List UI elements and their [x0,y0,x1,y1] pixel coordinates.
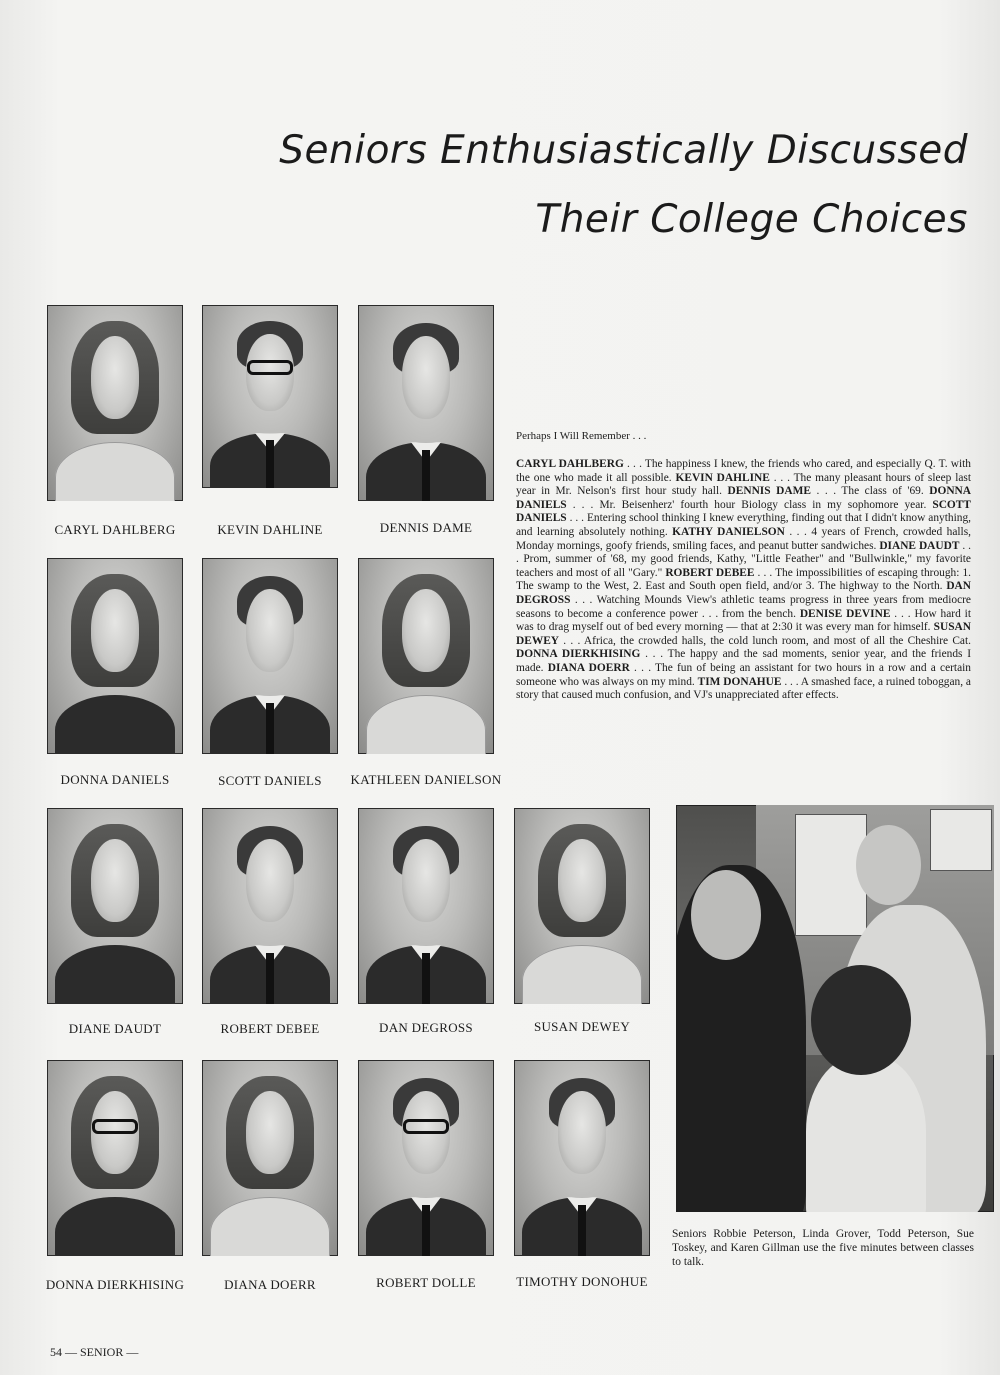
portrait-detail [55,442,175,501]
portrait-detail [246,589,295,671]
remembrance-text: . . . A smashed face, a ruined toboggan, a story that caused much confusion, and VJ's unappreciated after effects. [516,675,971,702]
portrait-detail [246,839,295,921]
remembrance-name: DIANE DAUDT [879,539,960,552]
senior-portrait [358,808,494,1004]
remembrance-text: . . . The impossibilities of escaping through: 1. The swamp to the West, 2. East and South open field, and/or 3. The highway to the North. [516,566,972,593]
senior-portrait [514,808,650,1004]
remembrance-text: . . . The fun of being an assistant for two hours in a row and a certain someone who was always on my mind. [516,661,971,688]
remember-heading: Perhaps I Will Remember . . . [516,430,647,442]
senior-name: DAN DEGROSS [379,1020,473,1035]
senior-name: ROBERT DEBEE [220,1021,320,1036]
senior-name: CARYL DAHLBERG [54,522,176,537]
portrait-detail [422,450,430,501]
portrait-detail [246,1091,295,1173]
remembrance-name: SCOTT DANIELS [516,498,971,525]
page-folio: 54 — SENIOR — [50,1345,139,1359]
senior-name: SCOTT DANIELS [218,773,322,788]
poster [931,810,991,870]
senior-name: ROBERT DOLLE [376,1275,476,1290]
senior-portrait [202,1060,338,1256]
remembrance-text: . . . The many pleasant hours of sleep last year in Mr. Nelson's first hour study hall. [516,471,972,498]
senior-name: SUSAN DEWEY [533,1019,631,1034]
portrait-detail [402,839,451,921]
remembrance-text: . . . The happiness I knew, the friends who cared, and especially Q. T. with the one who made it all possible. [516,458,971,484]
portrait-detail [558,839,607,921]
remembrance-name: DONNA DANIELS [516,485,971,511]
remembrance-text: . . . Mr. Beisenherz' fourth hour Biology class in my sophomore year. [566,498,933,511]
remembrances-paragraph [516,458,971,703]
candid-photo [676,805,994,1212]
page-title-line-1: Seniors Enthusiastically Discussed [279,128,968,173]
remembrance-text: . . . The happy and the sad moments, senior year, and the friends I made. [516,648,971,674]
portrait-detail [366,695,486,754]
portrait-detail [91,589,140,671]
poster [796,815,866,935]
remembrance-name: DAN DEGROSS [516,580,971,606]
senior-portrait [47,1060,183,1256]
remembrance-text: . . . The class of '69. [810,485,930,498]
remembrance-name: TIM DONAHUE [697,675,782,688]
portrait-detail [266,703,274,754]
student-head [691,870,761,960]
page-title-line-2: Their College Choices [535,197,968,242]
remembrance-name: ROBERT DEBEE [665,566,755,579]
senior-name: KEVIN DAHLINE [217,522,323,537]
senior-portrait [358,1060,494,1256]
senior-name: DONNA DIERKHISING [45,1277,185,1292]
portrait-detail [91,839,140,921]
remembrance-name: DIANA DOERR [547,661,630,674]
remembrance-text: . . . Prom, summer of '68, my good friends, Kathy, "Little Feather" and "Bullwinkle," my favorite teachers and most of all "Gary." [516,539,971,579]
senior-portrait [47,808,183,1004]
remembrance-name: SUSAN DEWEY [516,621,971,647]
candid-caption: Seniors Robbie Peterson, Linda Grover, Todd Peterson, Sue Toskey, and Karen Gillman use the five minutes between classes to talk. [672,1228,974,1268]
senior-portrait [358,305,494,501]
portrait-detail [402,589,451,671]
remembrance-text: . . . Watching Mounds View's athletic teams progress in three years from mediocre seasons to become a conference power . . . from the bench. [516,593,971,620]
portrait-detail [55,695,175,754]
remembrance-name: CARYL DAHLBERG [516,458,624,470]
senior-portrait [47,558,183,754]
remembrance-text: . . . How hard it was to drag myself out of bed every morning — that at 2:30 it was every man for himself. [516,607,971,634]
portrait-detail [266,953,274,1004]
portrait-detail [558,1091,607,1173]
senior-portrait [514,1060,650,1256]
senior-name: DIANA DOERR [224,1277,316,1292]
portrait-detail [402,336,451,418]
senior-name: TIMOTHY DONOHUE [516,1274,648,1289]
portrait-detail [403,1119,449,1135]
portrait-detail [247,360,293,375]
remembrance-name: DONNA DIERKHISING [516,648,641,661]
portrait-detail [266,440,274,488]
student-figure [806,1055,926,1212]
portrait-detail [55,1197,175,1256]
senior-name: KATHLEEN DANIELSON [350,772,502,787]
remembrance-text: . . . Entering school thinking I knew everything, finding out that I didn't know anything, and learning absolutely nothing. [516,512,971,538]
remembrance-text: . . . 4 years of French, crowded halls, Monday mornings, goofy friends, smiling faces, and peanut butter sandwiches. [516,525,971,552]
senior-portrait [202,558,338,754]
remembrance-name: DENISE DEVINE [799,607,891,620]
senior-portrait [358,558,494,754]
portrait-detail [210,1197,330,1256]
remembrance-text: . . . Africa, the crowded halls, the cold lunch room, and most of all the Cheshire Cat. [559,634,971,647]
portrait-detail [55,945,175,1004]
remembrance-name: KATHY DANIELSON [672,525,785,538]
portrait-detail [91,336,140,418]
student-head [856,825,921,905]
senior-name: DIANE DAUDT [68,1021,162,1036]
senior-portrait [202,305,338,488]
student-head [811,965,911,1075]
senior-name: DENNIS DAME [379,520,473,535]
portrait-detail [578,1205,586,1256]
senior-name: DONNA DANIELS [60,772,170,787]
portrait-detail [92,1119,138,1135]
portrait-detail [422,1205,430,1256]
senior-portrait [202,808,338,1004]
portrait-detail [422,953,430,1004]
remembrance-name: KEVIN DAHLINE [675,471,770,484]
remembrance-name: DENNIS DAME [727,485,811,498]
senior-portrait [47,305,183,501]
portrait-detail [522,945,642,1004]
